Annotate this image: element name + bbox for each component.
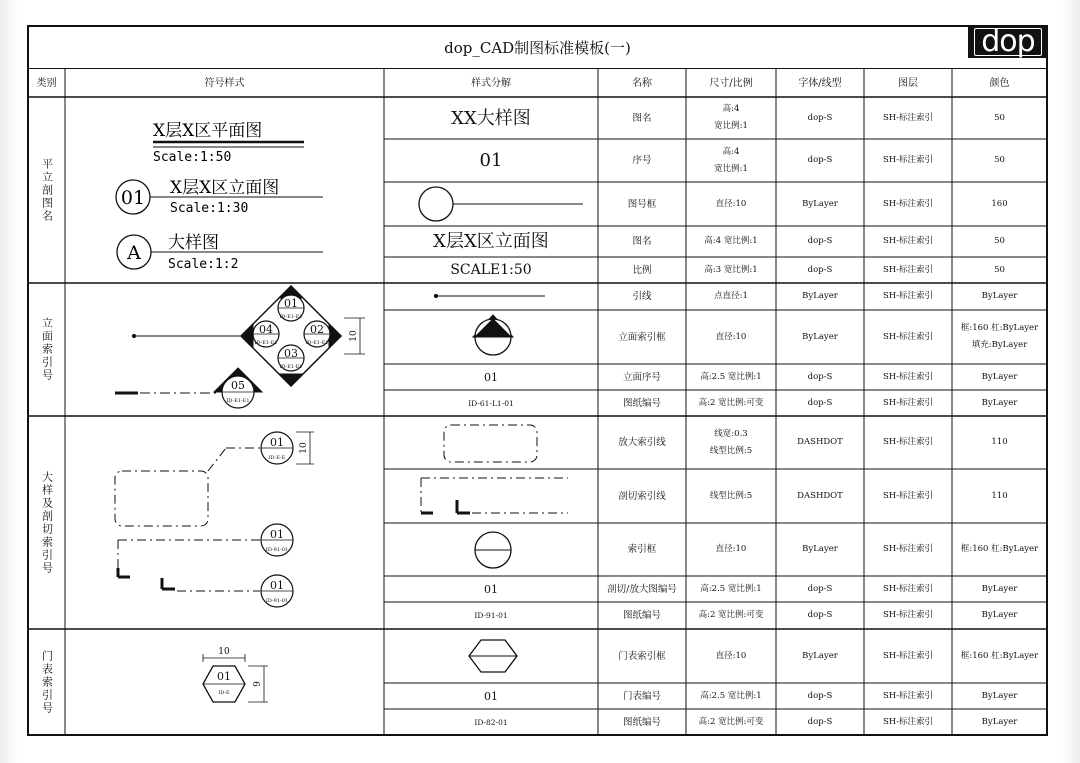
elevation-scale-text: Scale:1:30	[170, 201, 249, 216]
name-cell: 图纸编号	[622, 397, 661, 409]
font-cell: ByLayer	[802, 650, 838, 661]
layer-cell: SH-标注索引	[882, 437, 934, 447]
color-cell: ByLayer	[981, 610, 1018, 620]
name-cell: 立面索引框	[618, 331, 666, 343]
name-cell: 放大索引线	[618, 437, 666, 448]
font-cell: ByLayer	[802, 198, 838, 209]
layer-cell: SH-标注索引	[882, 236, 934, 246]
size-cell: 高:2 宽比例:可变	[698, 397, 764, 408]
size-cell: 线型比例:5	[709, 490, 753, 501]
plan-title-symbol	[153, 121, 304, 165]
layer-cell: SH-标注索引	[882, 397, 934, 408]
index-number-03: 03	[284, 347, 298, 360]
index-sheet-04: ID-E1-E1	[254, 340, 278, 346]
header-layer: 图层	[898, 77, 918, 89]
sample-door-frame	[469, 640, 517, 672]
layer-cell: SH-标注索引	[882, 155, 934, 165]
name-cell: 立面序号	[622, 371, 661, 383]
font-cell: dop-S	[807, 264, 833, 275]
size-cell: 高:4 宽比例:1	[714, 146, 748, 174]
section-index-sheet: ID-91-01	[265, 598, 289, 604]
color-cell: 160	[991, 198, 1008, 209]
color-cell: 110	[991, 490, 1008, 501]
header-symbol-style: 符号样式	[204, 77, 245, 89]
section-index-number: 01	[270, 579, 284, 592]
category-label: 立面索引号	[40, 317, 54, 382]
breakdown-sample: SCALE1:50	[450, 261, 532, 278]
name-cell: 图名	[632, 236, 652, 247]
detail-index-sheet: ID-E-E	[268, 455, 286, 461]
name-cell: 剖切/放大图编号	[607, 583, 677, 595]
font-cell: dop-S	[807, 112, 833, 123]
font-cell: dop-S	[807, 716, 833, 727]
dimension-label: 10	[349, 330, 359, 342]
font-cell: DASHDOT	[797, 437, 843, 447]
color-cell: 110	[991, 437, 1008, 447]
category-label: 大样及剖切索引号	[40, 470, 54, 575]
section-index-sheet: ID-91-01	[265, 547, 289, 553]
detail-letter: A	[127, 242, 141, 264]
header-style-breakdown: 样式分解	[471, 77, 511, 89]
door-index-sheet: ID-E	[218, 690, 230, 696]
font-cell: ByLayer	[802, 544, 838, 554]
breakdown-sample: 01	[484, 370, 498, 384]
color-cell: ByLayer	[981, 716, 1018, 727]
color-cell: 框:160 杠:ByLayer	[960, 544, 1039, 554]
name-cell: 图纸编号	[622, 716, 661, 728]
font-cell: dop-S	[807, 583, 833, 594]
detail-title-text: 大样图	[168, 233, 219, 253]
name-cell: 比例	[632, 264, 652, 276]
door-index-labels	[217, 647, 263, 696]
name-cell: 图名	[632, 112, 652, 124]
header-category: 类别	[36, 77, 57, 89]
breakdown-sample: ID-91-01	[474, 611, 508, 620]
size-cell: 高:2.5 宽比例:1	[700, 371, 762, 382]
index-sheet-02: ID-E1-E1	[305, 340, 329, 346]
name-cell: 门表索引框	[618, 650, 666, 662]
plan-scale-text: Scale:1:50	[153, 150, 232, 165]
font-cell: DASHDOT	[797, 490, 843, 501]
layer-cell: SH-标注索引	[882, 291, 934, 301]
layer-cell: SH-标注索引	[882, 716, 934, 727]
layer-cell: SH-标注索引	[882, 331, 934, 342]
elevation-title-text: X层X区立面图	[170, 178, 280, 198]
layer-cell: SH-标注索引	[882, 544, 934, 554]
name-cell: 图号框	[627, 198, 657, 210]
index-number-04: 04	[259, 323, 273, 336]
font-cell: ByLayer	[802, 291, 838, 301]
layer-cell: SH-标注索引	[882, 690, 934, 701]
color-cell: 框:160 杠:ByLayer 填充:ByLayer	[960, 323, 1039, 350]
index-number-02: 02	[310, 323, 324, 336]
breakdown-sample: 01	[484, 582, 498, 596]
color-cell: ByLayer	[981, 291, 1018, 301]
breakdown-sample: ID-82-01	[474, 717, 508, 727]
size-cell: 高:4 宽比例:1	[704, 236, 758, 246]
door-index-symbol	[203, 654, 268, 702]
size-cell: 高:3 宽比例:1	[704, 264, 758, 275]
index-sheet-05: ID-E1-E1	[226, 398, 250, 404]
page-title: dop_CAD制图标准模板(一)	[28, 27, 1047, 69]
color-cell: 50	[994, 236, 1005, 246]
size-cell: 点直径:1	[714, 291, 748, 301]
color-cell: 50	[994, 264, 1005, 275]
header-size: 尺寸/比例	[709, 77, 753, 89]
detail-scale-text: Scale:1:2	[168, 257, 239, 272]
color-cell: ByLayer	[981, 690, 1018, 701]
size-cell: 高:4 宽比例:1	[714, 104, 748, 131]
door-height-label: 9	[253, 681, 263, 687]
plan-title-text: X层X区平面图	[153, 121, 263, 141]
font-cell: ByLayer	[802, 331, 838, 342]
elevation-number: 01	[120, 187, 146, 209]
category-label: 门表索引号	[40, 649, 54, 715]
door-index-number: 01	[217, 670, 231, 683]
color-cell: ByLayer	[981, 583, 1018, 594]
header-name: 名称	[632, 77, 652, 89]
index-sheet-01: ID-E1-E1	[279, 314, 303, 320]
font-cell: dop-S	[807, 155, 833, 165]
header-color: 颜色	[989, 77, 1010, 89]
size-cell: 高:2 宽比例:可变	[698, 716, 764, 727]
size-cell: 线宽:0.3 线型比例:5	[709, 428, 753, 456]
size-cell: 高:2.5 宽比例:1	[700, 690, 762, 701]
name-cell: 剖切索引线	[618, 490, 666, 502]
category-label: 平立剖图名	[40, 157, 54, 223]
size-cell: 直径:10	[715, 650, 747, 661]
name-cell: 索引框	[627, 544, 657, 555]
size-cell: 直径:10	[715, 198, 747, 209]
name-cell: 门表编号	[622, 690, 661, 702]
sample-section-line	[421, 478, 568, 513]
breakdown-sample: 01	[484, 689, 498, 703]
color-cell: ByLayer	[981, 371, 1018, 382]
index-number-01: 01	[284, 297, 298, 310]
elevation-title-symbol	[116, 178, 323, 216]
sample-detail-line	[444, 425, 537, 462]
layer-cell: SH-标注索引	[882, 610, 934, 620]
layer-cell: SH-标注索引	[882, 583, 934, 594]
sample-index-frame	[475, 532, 511, 568]
header-font: 字体/线型	[798, 77, 842, 89]
font-cell: dop-S	[807, 397, 833, 408]
layer-cell: SH-标注索引	[882, 198, 934, 209]
font-cell: dop-S	[807, 236, 833, 246]
breakdown-sample: X层X区立面图	[433, 231, 549, 252]
layer-cell: SH-标注索引	[882, 371, 934, 382]
sample-leader-dot	[434, 294, 437, 297]
name-cell: 引线	[632, 291, 652, 302]
layer-cell: SH-标注索引	[882, 112, 934, 123]
detail-title-symbol	[117, 233, 323, 272]
logo-text: dop	[974, 28, 1041, 56]
color-cell: 50	[994, 155, 1005, 165]
size-cell: 直径:10	[715, 331, 747, 342]
dimension-label: 10	[299, 442, 309, 454]
door-width-label: 10	[218, 647, 230, 657]
sample-elevation-frame	[473, 315, 513, 355]
layer-cell: SH-标注索引	[882, 490, 934, 501]
index-sheet-03: ID-E1-E1	[279, 364, 303, 370]
sample-number-frame	[419, 187, 453, 221]
detail-index-number: 01	[270, 436, 284, 449]
color-cell: 框:160 杠:ByLayer	[960, 650, 1039, 661]
size-cell: 直径:10	[715, 544, 747, 554]
layer-cell: SH-标注索引	[882, 650, 934, 661]
index-number-05: 05	[231, 379, 245, 392]
name-cell: 图纸编号	[622, 610, 661, 621]
breakdown-sample: 01	[479, 150, 503, 171]
font-cell: dop-S	[807, 610, 833, 620]
color-cell: 50	[994, 112, 1005, 123]
layer-cell: SH-标注索引	[882, 264, 934, 275]
font-cell: dop-S	[807, 690, 833, 701]
font-cell: dop-S	[807, 371, 833, 382]
breakdown-sample: XX大样图	[451, 107, 531, 129]
size-cell: 高:2.5 宽比例:1	[700, 583, 762, 594]
size-cell: 高:2 宽比例:可变	[698, 610, 764, 620]
name-cell: 序号	[632, 155, 652, 166]
breakdown-sample: ID-61-L1-01	[468, 398, 514, 408]
section-index-number: 01	[270, 528, 284, 541]
color-cell: ByLayer	[981, 397, 1018, 408]
